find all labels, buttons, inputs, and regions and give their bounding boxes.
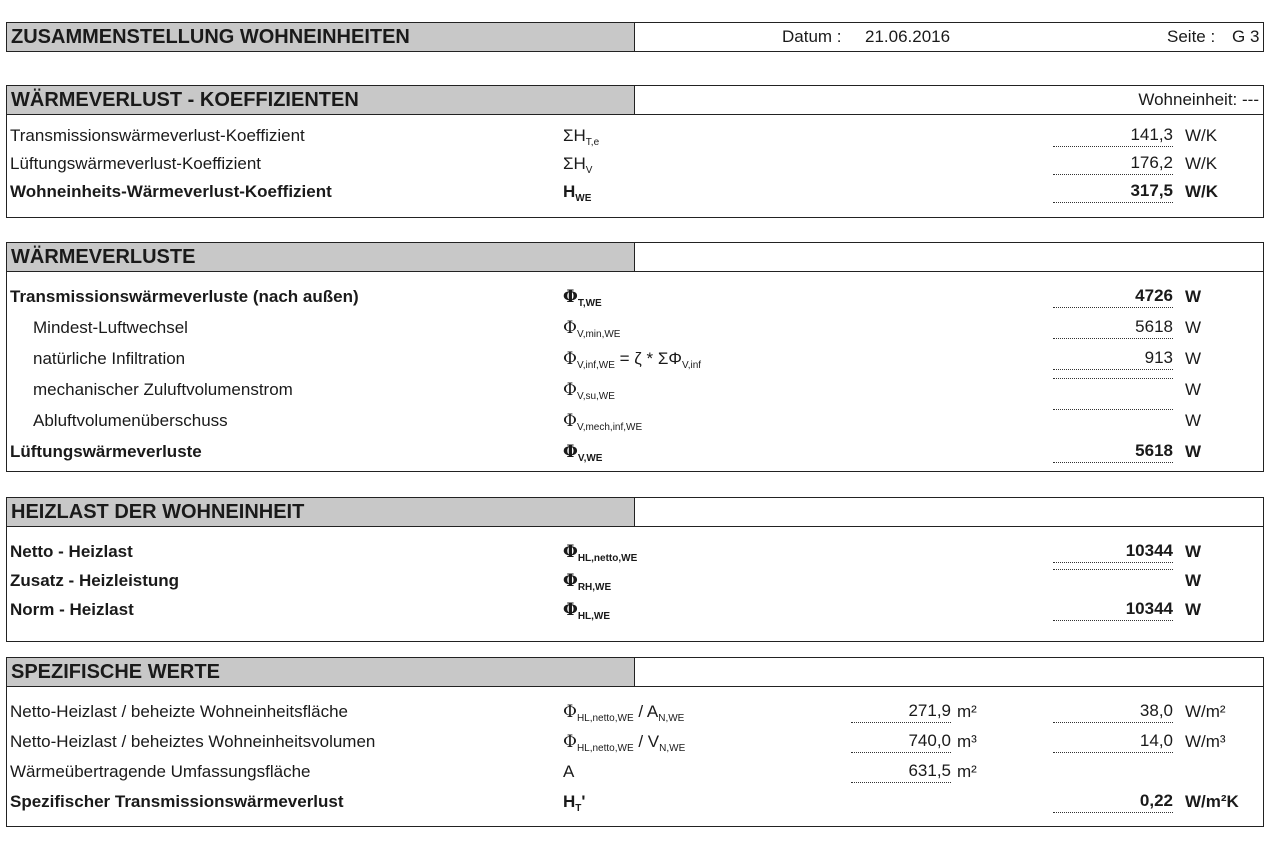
section-title: WÄRMEVERLUST - KOEFFIZIENTEN — [7, 86, 635, 114]
symbol-subscript: HL,WE — [577, 611, 611, 622]
data-row — [7, 376, 1263, 404]
row-unit: W — [1185, 380, 1202, 399]
data-row — [7, 788, 1263, 816]
row-label: Lüftungswärmeverlust-Koeffizient — [10, 154, 262, 173]
row-label: Netto-Heizlast / beheiztes Wohneinheitsvolumen — [10, 732, 376, 751]
formula-symbol — [563, 596, 610, 631]
row-value: 4726 — [1053, 285, 1173, 308]
symbol-main: ΣH — [563, 126, 586, 145]
row-label: mechanischer Zuluftvolumenstrom — [33, 380, 293, 399]
data-row — [7, 283, 1263, 311]
data-row — [7, 122, 1263, 150]
symbol-subscript: T,WE — [577, 298, 602, 309]
reference-value: 271,9 — [851, 700, 951, 723]
symbol-extra-subscript: N,WE — [658, 713, 685, 724]
formula-symbol — [563, 314, 620, 349]
reference-value: 740,0 — [851, 730, 951, 753]
row-unit: W — [1185, 542, 1202, 561]
symbol-subscript: V — [585, 165, 593, 176]
section-spezifische-werte — [6, 657, 1264, 827]
formula-symbol — [563, 438, 602, 473]
row-unit: W/m² — [1185, 702, 1226, 721]
row-value: 5618 — [1053, 316, 1173, 339]
section-title: SPEZIFISCHE WERTE — [7, 658, 635, 686]
symbol-main: Φ — [563, 287, 578, 307]
row-unit: W/K — [1185, 154, 1218, 173]
row-label: Zusatz - Heizleistung — [10, 571, 180, 590]
row-value: 913 — [1053, 347, 1173, 370]
row-value — [1053, 378, 1173, 379]
data-row — [7, 407, 1263, 435]
section-title-bar — [7, 658, 1263, 687]
row-value: 38,0 — [1053, 700, 1173, 723]
reference-unit: m² — [957, 762, 977, 781]
datum-value: 21.06.2016 — [865, 27, 951, 46]
row-label: Netto-Heizlast / beheizte Wohneinheitsfläche — [10, 702, 348, 721]
section-title: WÄRMEVERLUSTE — [7, 243, 635, 271]
symbol-main: Φ — [563, 571, 578, 591]
row-label: Abluftvolumenüberschuss — [33, 411, 228, 430]
formula-symbol — [563, 407, 642, 442]
section-title-bar — [7, 86, 1263, 115]
reference-unit: m³ — [957, 732, 977, 751]
document-title: ZUSAMMENSTELLUNG WOHNEINHEITEN — [7, 23, 635, 51]
symbol-subscript: V,mech,inf,WE — [576, 422, 643, 433]
symbol-extra: / V — [633, 732, 660, 751]
row-value: 10344 — [1053, 540, 1173, 563]
symbol-subscript: T — [575, 803, 582, 814]
section-title-bar — [7, 243, 1263, 272]
row-value: 141,3 — [1053, 124, 1173, 147]
section-koeffizienten — [6, 85, 1264, 218]
row-value: 10344 — [1053, 598, 1173, 621]
symbol-main: Φ — [563, 702, 577, 722]
row-unit: W/K — [1185, 126, 1218, 145]
symbol-main: A — [563, 762, 575, 781]
wohneinheit-label: Wohneinheit: --- — [1138, 90, 1259, 109]
symbol-main: Φ — [563, 318, 577, 338]
symbol-main: Φ — [563, 349, 577, 369]
row-value: 176,2 — [1053, 152, 1173, 175]
symbol-subscript: V,WE — [577, 453, 603, 464]
row-label: Spezifischer Transmissionswärmeverlust — [10, 792, 344, 811]
symbol-subscript: HL,netto,WE — [577, 553, 638, 564]
data-row — [7, 438, 1263, 466]
data-row — [7, 150, 1263, 178]
row-unit: W — [1185, 287, 1202, 306]
formula-symbol — [563, 788, 585, 823]
document-header — [6, 22, 1264, 52]
symbol-main: H — [563, 792, 576, 811]
data-row — [7, 178, 1263, 206]
row-label: Transmissionswärmeverluste (nach außen) — [10, 287, 359, 306]
row-value — [1053, 409, 1173, 410]
symbol-main: Φ — [563, 542, 578, 562]
data-row — [7, 567, 1263, 595]
symbol-subscript: HL,netto,WE — [576, 713, 634, 724]
section-title: HEIZLAST DER WOHNEINHEIT — [7, 498, 635, 526]
row-value: 14,0 — [1053, 730, 1173, 753]
row-label: Wohneinheits-Wärmeverlust-Koeffizient — [10, 182, 332, 201]
row-unit: W — [1185, 411, 1202, 430]
row-label: natürliche Infiltration — [33, 349, 186, 368]
symbol-subscript: T,e — [585, 137, 600, 148]
symbol-subscript: V,inf,WE — [576, 360, 615, 371]
symbol-main: Φ — [563, 600, 578, 620]
row-value — [1053, 569, 1173, 570]
row-unit: W — [1185, 318, 1202, 337]
symbol-subscript: HL,netto,WE — [576, 743, 634, 754]
symbol-main: Φ — [563, 442, 578, 462]
formula-symbol — [563, 178, 591, 213]
row-label: Netto - Heizlast — [10, 542, 133, 561]
symbol-main: Φ — [563, 732, 577, 752]
row-unit: W/K — [1185, 182, 1219, 201]
symbol-subscript: V,min,WE — [576, 329, 621, 340]
row-value: 0,22 — [1053, 790, 1173, 813]
symbol-extra-subscript: V,inf — [681, 360, 702, 371]
section-heizlast — [6, 497, 1264, 642]
row-unit: W/m²K — [1185, 792, 1239, 811]
reference-value: 631,5 — [851, 760, 951, 783]
data-row — [7, 596, 1263, 624]
symbol-extra-subscript: N,WE — [659, 743, 686, 754]
data-row — [7, 728, 1263, 756]
symbol-extra: ' — [581, 792, 586, 811]
symbol-main: ΣH — [563, 154, 586, 173]
data-row — [7, 758, 1263, 786]
symbol-extra: = ζ * ΣΦ — [614, 349, 682, 368]
data-row — [7, 345, 1263, 373]
symbol-main: Φ — [563, 380, 577, 400]
row-value: 317,5 — [1053, 180, 1173, 203]
row-unit: W — [1185, 600, 1202, 619]
row-label: Wärmeübertragende Umfassungsfläche — [10, 762, 311, 781]
section-waermeverluste — [6, 242, 1264, 472]
formula-symbol — [563, 376, 615, 411]
reference-unit: m² — [957, 702, 977, 721]
symbol-main: Φ — [563, 411, 577, 431]
seite-label: Seite : — [1167, 27, 1216, 46]
row-unit: W — [1185, 349, 1202, 368]
row-label: Lüftungswärmeverluste — [10, 442, 202, 461]
row-label: Mindest-Luftwechsel — [33, 318, 188, 337]
seite-value: G 3 — [1232, 27, 1260, 46]
formula-symbol — [563, 345, 701, 380]
symbol-extra: / A — [633, 702, 659, 721]
symbol-main: H — [563, 182, 576, 201]
data-row — [7, 538, 1263, 566]
row-unit: W — [1185, 571, 1202, 590]
row-label: Norm - Heizlast — [10, 600, 134, 619]
data-row — [7, 314, 1263, 342]
datum-label: Datum : — [782, 27, 842, 46]
row-unit: W — [1185, 442, 1202, 461]
row-unit: W/m³ — [1185, 732, 1226, 751]
symbol-subscript: RH,WE — [577, 582, 612, 593]
symbol-subscript: WE — [575, 193, 592, 204]
formula-symbol — [563, 758, 574, 786]
data-row — [7, 698, 1263, 726]
section-title-bar — [7, 498, 1263, 527]
row-label: Transmissionswärmeverlust-Koeffizient — [10, 126, 305, 145]
formula-symbol — [563, 283, 602, 318]
symbol-subscript: V,su,WE — [576, 391, 615, 402]
row-value: 5618 — [1053, 440, 1173, 463]
